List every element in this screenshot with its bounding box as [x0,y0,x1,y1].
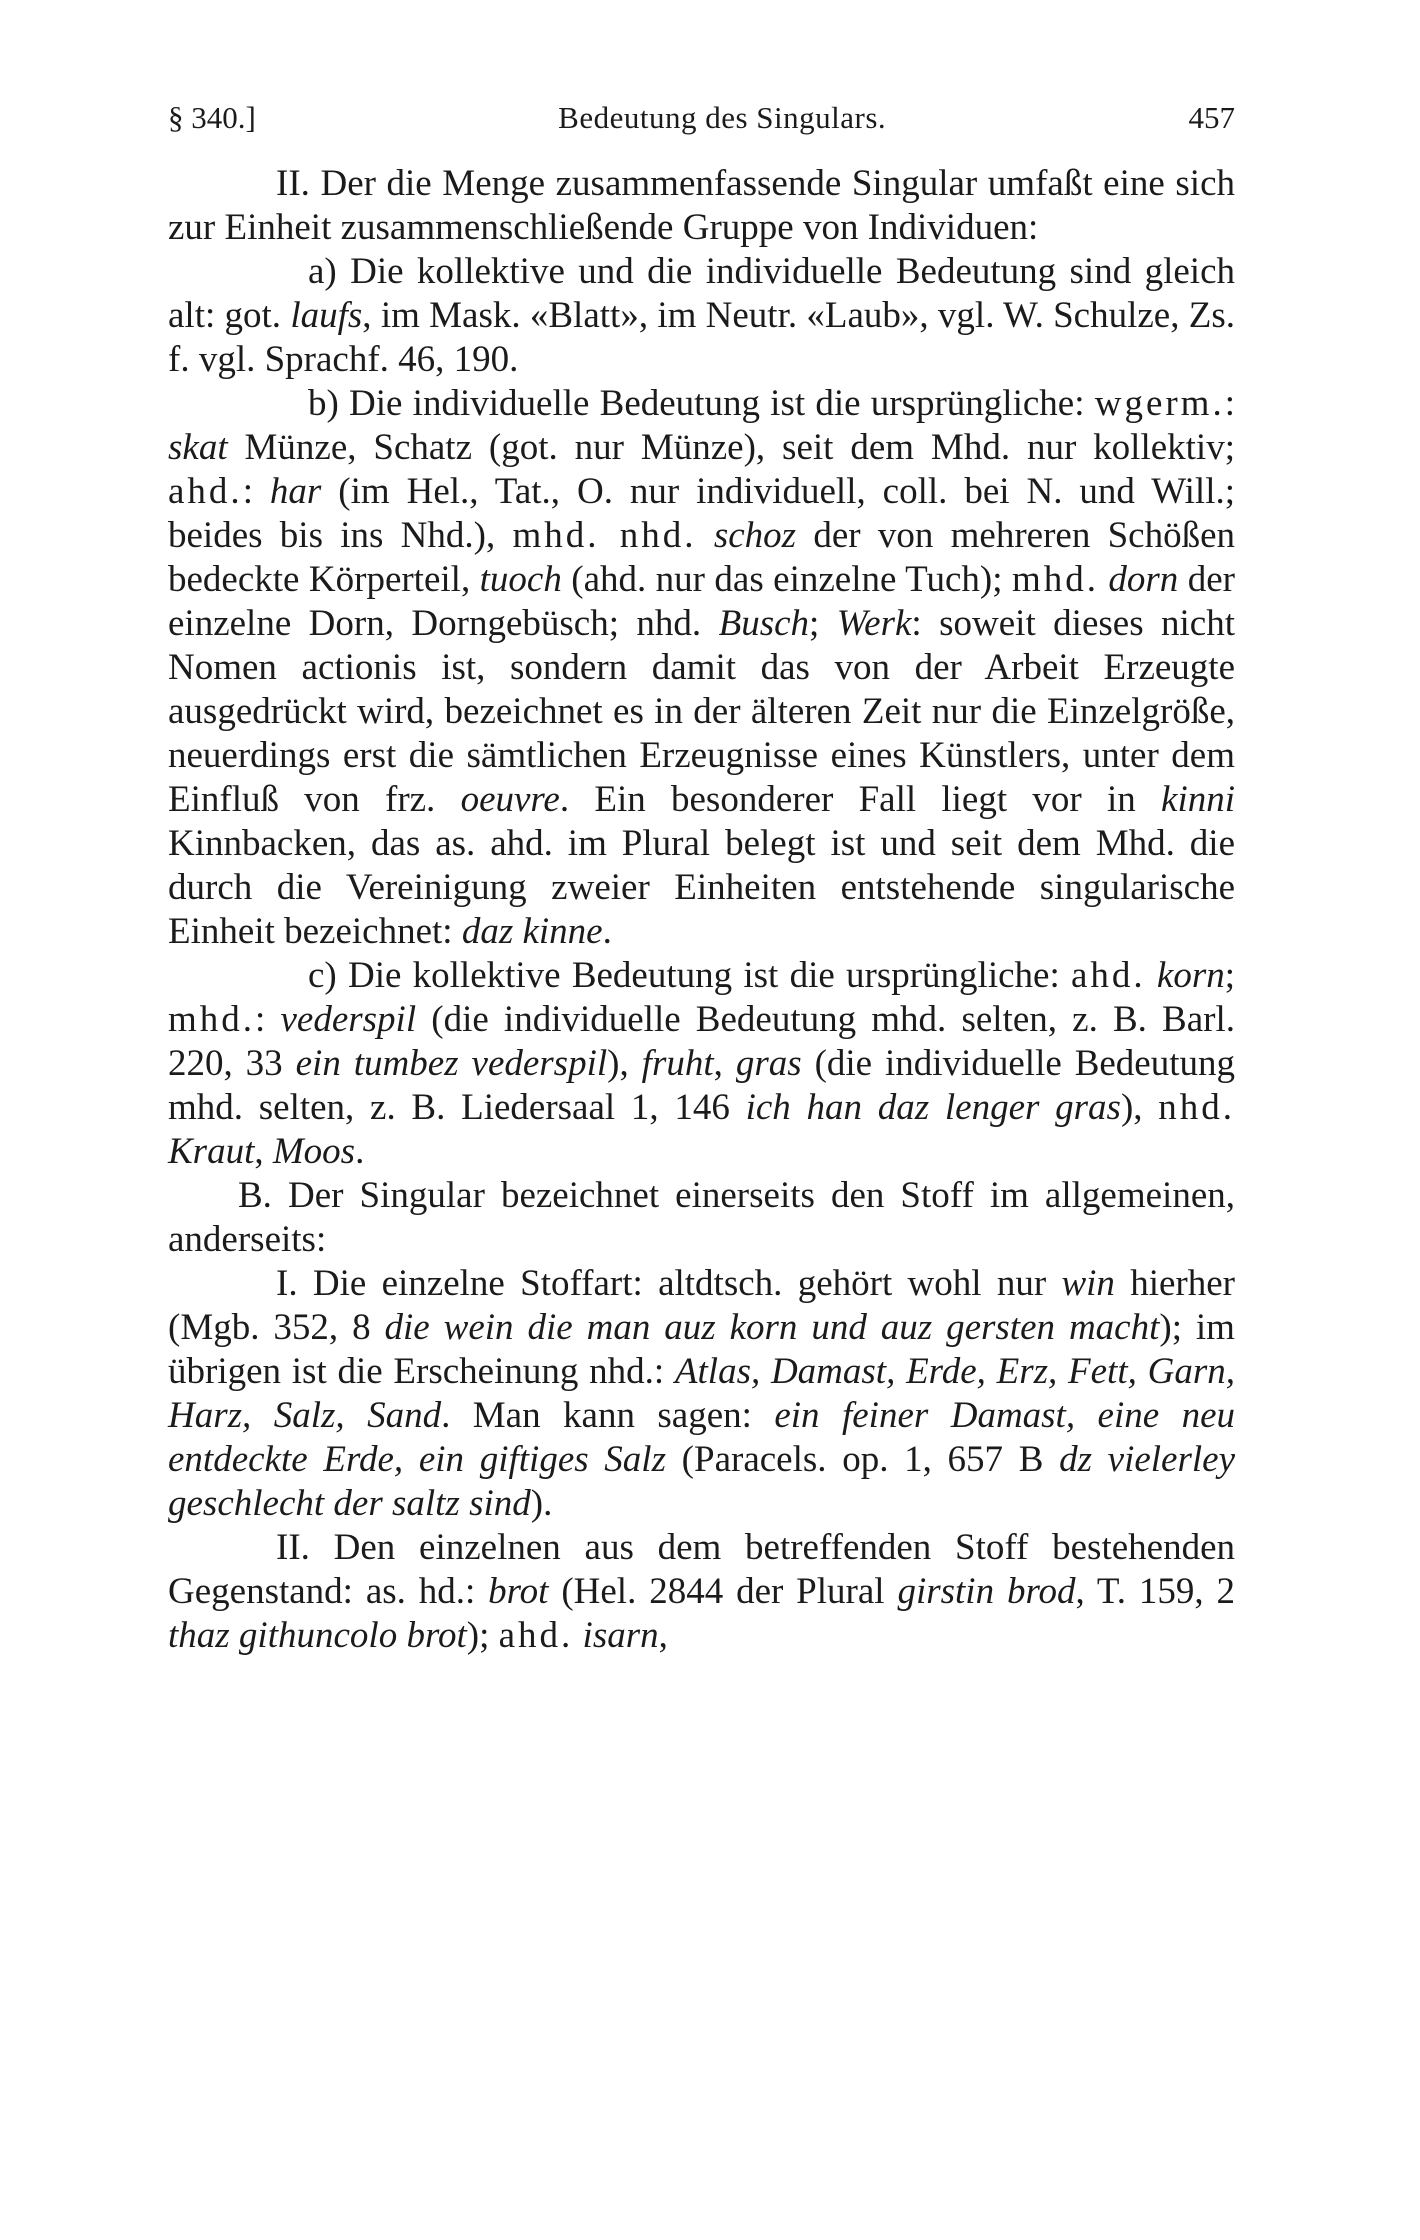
text-run: . Man kann sagen: [441,1395,775,1436]
italic-term: brot [488,1571,549,1612]
italic-term: fruht [641,1043,714,1084]
italic-term: dz vielerley geschlecht der saltz sind [168,1439,1236,1524]
text-run: ; [1224,955,1235,996]
text-run: (ahd. nur das einzelne Tuch); [561,559,1012,600]
running-title: Bedeutung des Singulars. [558,100,887,135]
italic-term: isarn [582,1615,659,1656]
text-run: Kinnbacken, das as. ahd. im Plural belegt ist und seit dem Mhd. die durch die Vereinigung zweier Einheiten entstehende singularische Einheit bezeichnet: [168,823,1235,952]
paragraph-p7 [168,1526,1235,1658]
text-run: . [602,911,612,952]
text-run: : soweit dieses nicht Nomen actionis ist, sondern damit das von der Arbeit Erzeugte ausgedrückt wird, bezeichnet es in der älteren Zeit nur die Einzelgröße, neuerdings erst die sämtlichen Erzeugnisse eines Künstlers, unter dem Einfluß von frz. [168,603,1236,820]
italic-term: Busch [718,603,810,644]
text-run: , T. 159, 2 [1075,1571,1236,1612]
spaced-abbrev: ahd. [168,471,243,512]
italic-term: Kraut [168,1131,255,1172]
text-run: der einzelne Dorn, Dorngebüsch; nhd. [168,559,1235,644]
spaced-abbrev: mhd. [168,999,256,1040]
paragraph-p1 [168,162,1235,250]
text-run: : [242,471,270,512]
italic-term: daz kinne [461,911,603,952]
text-run: B. Der Singular bezeichnet einerseits den Stoff im allgemeinen, anderseits: [168,1175,1235,1260]
page-number: 457 [1188,100,1235,135]
italic-term: girstin brod [897,1571,1076,1612]
text-run: (die individuelle Bedeutung mhd. selten, z. B. Liedersaal 1, 146 [168,1043,1236,1128]
text-run: : [1224,383,1235,424]
text-run: (die individuelle Bedeutung mhd. selten, z. B. Barl. 220, 33 [168,999,1235,1084]
text-run: ); [466,1615,499,1656]
text-run: . [355,1131,365,1172]
italic-term: kinni [1161,779,1235,820]
section-number: § 340.] [168,100,256,135]
text-run: , [254,1131,273,1172]
text-run: I. Die einzelne Stoffart: altdtsch. gehört wohl nur [276,1263,1062,1304]
italic-term: ich han daz lenger gras [745,1087,1121,1128]
text-run: , im Mask. «Blatt», im Neutr. «Laub», vgl. W. Schulze, Zs. f. vgl. Sprachf. 46, 190. [168,295,1235,380]
italic-term: Werk [836,603,912,644]
paragraph-p6 [168,1262,1235,1526]
spaced-abbrev: mhd. [1011,559,1099,600]
text-run: hierher (Mgb. 352, 8 [168,1263,1235,1348]
italic-term: oeuvre [460,779,560,820]
spaced-abbrev: ahd. [498,1615,574,1656]
text-run: ; [809,603,837,644]
paragraph-p5 [168,1174,1235,1262]
text-run: : [255,999,281,1040]
italic-term: schoz [713,515,797,556]
text-run [1099,559,1108,600]
text-run: c) Die kollektive Bedeutung ist die ursprüngliche: [308,955,1071,996]
italic-term: die wein die man auz korn und auz gersten macht [384,1307,1160,1348]
spaced-abbrev: mhd. nhd. [512,515,697,556]
text-run: , [713,1043,736,1084]
italic-term: Moos [272,1131,356,1172]
italic-term: gras [735,1043,802,1084]
spaced-abbrev: wgerm. [1094,383,1225,424]
italic-term: tuoch [479,559,562,600]
paragraph-p4 [168,954,1235,1174]
italic-term: laufs [290,295,363,336]
italic-term: win [1061,1263,1115,1304]
body-text [168,162,1235,1658]
text-run: , [658,1615,668,1656]
text-run: ), [1120,1087,1159,1128]
text-run [573,1615,582,1656]
italic-term: ein feiner Damast, eine neu entdeckte Erde, ein giftiges Salz [168,1395,1236,1480]
text-run: Münze, Schatz (got. nur Münze), seit dem Mhd. nur kollektiv; [227,427,1235,468]
running-head [168,100,1235,136]
italic-term: thaz githuncolo brot [168,1615,467,1656]
text-run: ); im übrigen ist die Erscheinung nhd.: [168,1307,1235,1392]
paragraph-p3 [168,382,1235,954]
spaced-abbrev: nhd. [1158,1087,1235,1128]
text-run [1146,955,1157,996]
text-run: (im Hel., Tat., O. nur individuell, coll. bei N. und Will.; beides bis ins Nhd.), [168,471,1236,556]
text-run [697,515,714,556]
italic-term: dorn [1108,559,1179,600]
italic-term: korn [1156,955,1225,996]
text-run: der von mehreren Schößen bedeckte Körperteil, [168,515,1236,600]
text-run: ), [607,1043,642,1084]
text-run: . Ein besonderer Fall liegt vor in [559,779,1162,820]
text-run: II. Den einzelnen aus dem betreffenden Stoff bestehenden Gegenstand: as. hd.: [168,1527,1235,1612]
text-run: b) Die individuelle Bedeutung ist die ursprüngliche: [308,383,1095,424]
italic-term: har [269,471,322,512]
italic-term: ein tumbez vederspil [295,1043,608,1084]
text-run: II. Der die Menge zusammenfassende Singular umfaßt eine sich zur Einheit zusammenschließende Gruppe von Individuen: [168,163,1235,248]
italic-term: vederspil [280,999,417,1040]
paragraph-p2 [168,250,1235,382]
text-run: a) Die kollektive und die individuelle Bedeutung sind gleich alt: got. [168,251,1235,336]
text-run: ). [530,1483,553,1524]
text-run: (Hel. 2844 der Plural [548,1571,898,1612]
text-run: (Paracels. op. 1, 657 B [666,1439,1060,1480]
spaced-abbrev: ahd. [1070,955,1146,996]
italic-term: skat [168,427,228,468]
italic-term: Atlas, Damast, Erde, Erz, Fett, Garn, Harz, Salz, Sand [168,1351,1235,1436]
